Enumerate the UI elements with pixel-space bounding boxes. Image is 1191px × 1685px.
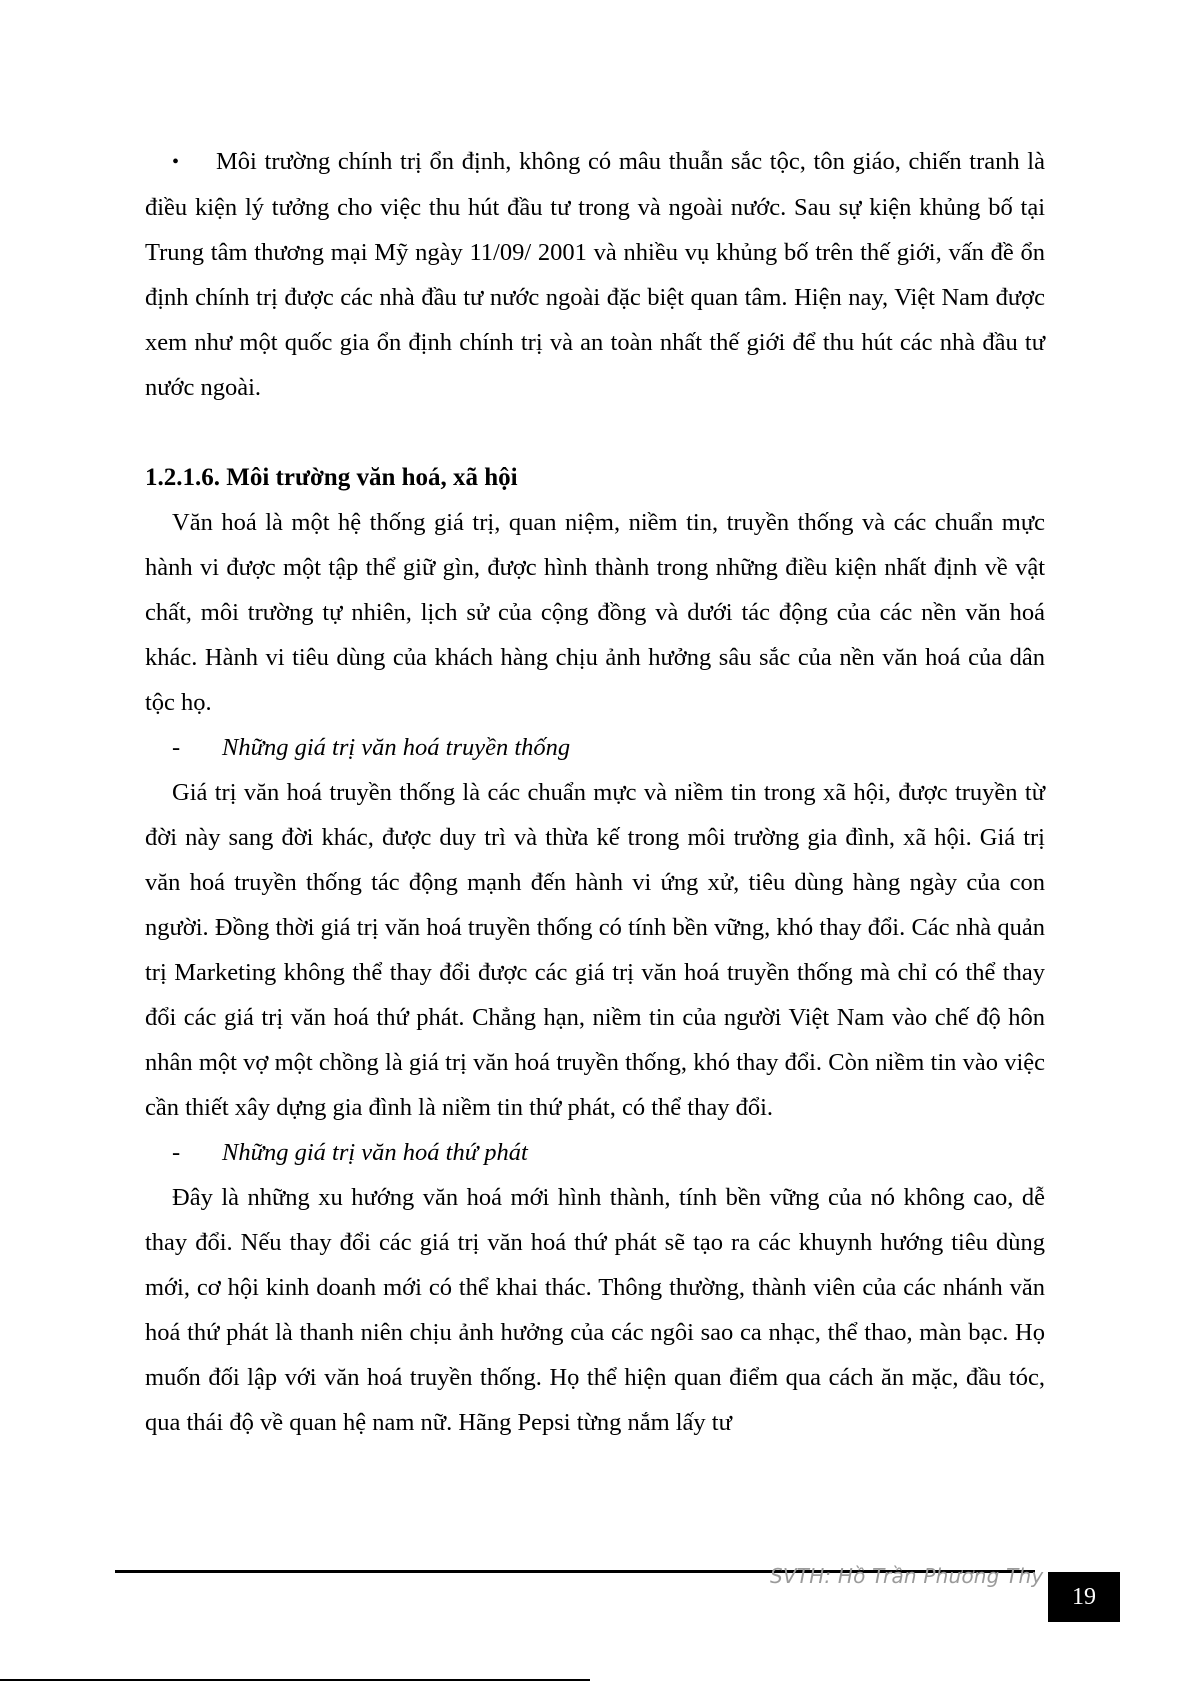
traditional-paragraph: Giá trị văn hoá truyền thống là các chuẩn mực và niềm tin trong xã hội, được truyền từ đời này sang đời khác, được duy trì và thừa kế trong môi trường gia đình, xã hội. Giá trị văn hoá truyền thống tác động mạnh đến hành vi ứng xử, tiêu dùng hàng ngày của con người. Đồng thời giá trị văn hoá truyền thống có tính bền vững, khó thay đổi. Các nhà quản trị Marketing không thể thay đổi được các giá trị văn hoá truyền thống mà chỉ có thể thay đổi các giá trị văn hoá thứ phát. Chẳng hạn, niềm tin của người Việt Nam vào chế độ hôn nhân một vợ một chồng là giá trị văn hoá truyền thống, khó thay đổi. Còn niềm tin vào việc cần thiết xây dựng gia đình là niềm tin thứ phát, có thể thay đổi.	[145, 779, 1045, 1121]
bullet-icon: •	[172, 151, 180, 173]
section-heading: 1.2.1.6. Môi trường văn hoá, xã hội	[145, 464, 518, 491]
bullet-text: Môi trường chính trị ổn định, không có mâu thuẫn sắc tộc, tôn giáo, chiến tranh là điều kiện lý tưởng cho việc thu hút đầu tư trong và ngoài nước. Sau sự kiện khủng bố tại Trung tâm thương mại Mỹ ngày 11/09/ 2001 và nhiều vụ khủng bố trên thế giới, vấn đề ổn định chính trị được các nhà đầu tư nước ngoài đặc biệt quan tâm. Hiện nay, Việt Nam được xem như một quốc gia ổn định chính trị và an toàn nhất thế giới để thu hút các nhà đầu tư nước ngoài.	[145, 148, 1045, 401]
subheading-traditional-title: Những giá trị văn hoá truyền thống	[222, 734, 571, 761]
dash-marker: -	[172, 1139, 181, 1166]
bottom-rule	[0, 1679, 590, 1681]
page-number: 19	[1048, 1572, 1120, 1622]
dash-marker: -	[172, 734, 181, 761]
bullet-paragraph	[145, 139, 1045, 410]
footer-author: SVTH: Hồ Trần Phương Thy	[770, 1564, 1044, 1588]
intro-paragraph: Văn hoá là một hệ thống giá trị, quan niệm, niềm tin, truyền thống và các chuẩn mực hành vi được một tập thể giữ gìn, được hình thành trong những điều kiện nhất định về vật chất, môi trường tự nhiên, lịch sử của cộng đồng và dưới tác động của các nền văn hoá khác. Hành vi tiêu dùng của khách hàng chịu ảnh hưởng sâu sắc của nền văn hoá của dân tộc họ.	[145, 509, 1045, 716]
page-body	[145, 139, 1045, 1445]
subheading-secondary-title: Những giá trị văn hoá thứ phát	[222, 1139, 528, 1166]
subheading-secondary	[145, 1130, 1045, 1175]
subheading-traditional	[145, 725, 1045, 770]
secondary-paragraph: Đây là những xu hướng văn hoá mới hình thành, tính bền vững của nó không cao, dễ thay đổi. Nếu thay đổi các giá trị văn hoá thứ phát sẽ tạo ra các khuynh hướng tiêu dùng mới, cơ hội kinh doanh mới có thể khai thác. Thông thường, thành viên của các nhánh văn hoá thứ phát là thanh niên chịu ảnh hưởng của các ngôi sao ca nhạc, thể thao, màn bạc. Họ muốn đối lập với văn hoá truyền thống. Họ thể hiện quan điểm qua cách ăn mặc, đầu tóc, qua thái độ về quan hệ nam nữ. Hãng Pepsi từng nắm lấy tư	[145, 1184, 1045, 1436]
